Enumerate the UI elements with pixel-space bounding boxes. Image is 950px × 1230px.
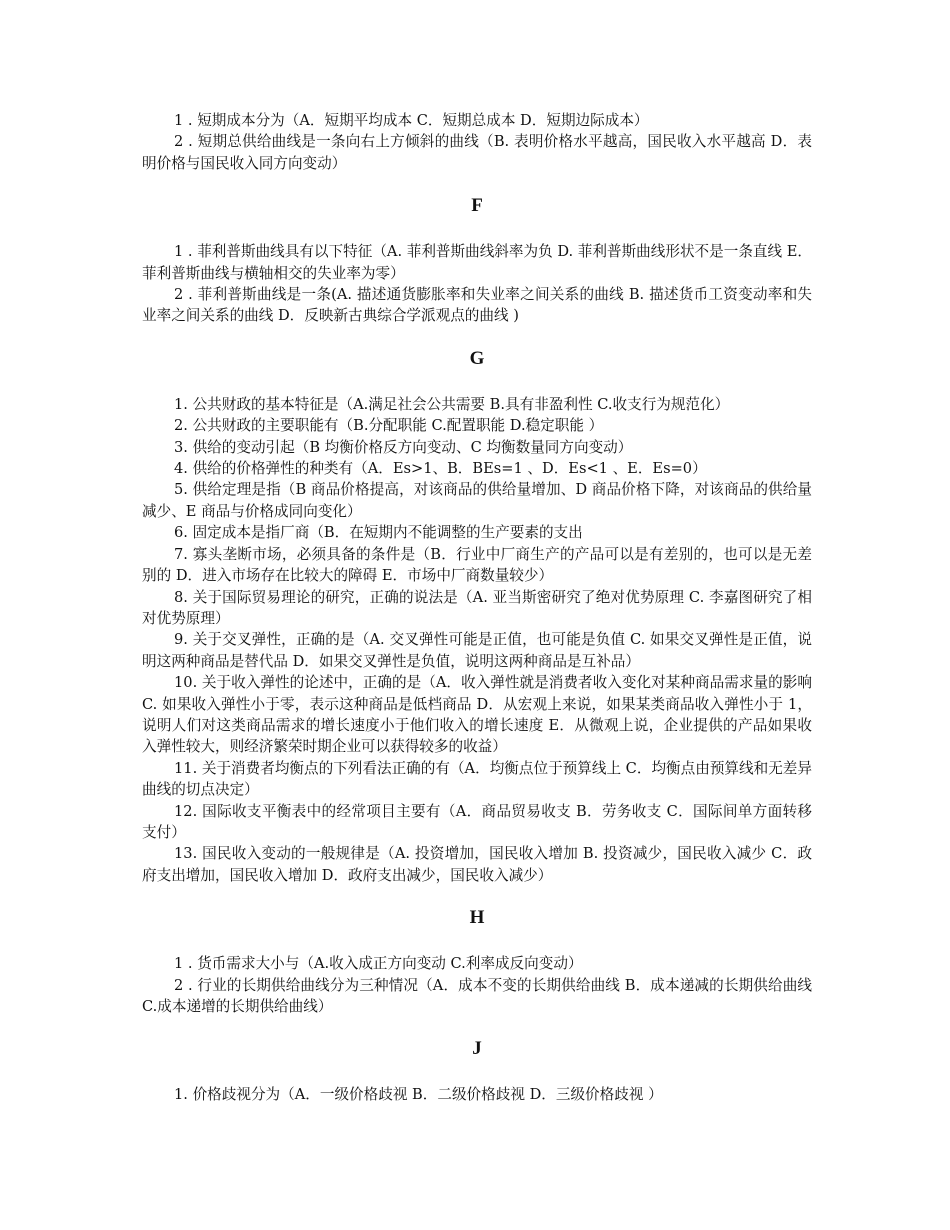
section-e xyxy=(142,110,812,174)
question-item: 13. 国民收入变动的一般规律是（A. 投资增加，国民收入增加 B. 投资减少，国民收入减少 C．政府支出增加，国民收入增加 D．政府支出减少，国民收入减少） xyxy=(142,845,812,884)
question-item: 1 . 菲利普斯曲线具有以下特征（A. 菲利普斯曲线斜率为负 D. 菲利普斯曲线形状不是一条直线 E．菲利普斯曲线与横轴相交的失业率为零） xyxy=(142,243,812,282)
question-item: 2. 公共财政的主要职能有（B.分配职能 C.配置职能 D.稳定职能 ） xyxy=(174,417,604,435)
section-h xyxy=(142,906,812,1017)
question-item: 2 . 短期总供给曲线是一条向右上方倾斜的曲线（B. 表明价格水平越高，国民收入水平越高 D．表明价格与国民收入同方向变动） xyxy=(142,133,812,172)
question-item: 3. 供给的变动引起（B 均衡价格反方向变动、C 均衡数量同方向变动） xyxy=(174,438,633,456)
question-item: 1. 价格歧视分为（A．一级价格歧视 B．二级价格歧视 D．三级价格歧视 ） xyxy=(174,1086,663,1104)
question-item: 10. 关于收入弹性的论述中，正确的是（A．收入弹性就是消费者收入变化对某种商品需求量的影响 C. 如果收入弹性小于零，表示这种商品是低档商品 D．从宏观上来说，如果某类商品收入弹性小于 1，说明人们对这类商品需求的增长速度小于他们收入的增长速度 E．从微观上说，企业提供的产品如果收入弹性较大，则经济繁荣时期企业可以获得较多的收益） xyxy=(142,674,812,756)
question-item: 1 . 货币需求大小与（A.收入成正方向变动 C.利率成反向变动） xyxy=(174,955,583,973)
question-item: 6. 固定成本是指厂商（B．在短期内不能调整的生产要素的支出 xyxy=(174,524,583,542)
section-f xyxy=(142,194,812,327)
section-heading: H xyxy=(469,907,485,929)
question-item: 9. 关于交叉弹性，正确的是（A. 交叉弹性可能是正值，也可能是负值 C. 如果交叉弹性是正值，说明这两种商品是替代品 D．如果交叉弹性是负值，说明这两种商品是互补品） xyxy=(142,631,812,670)
question-item: 2 . 行业的长期供给曲线分为三种情况（A．成本不变的长期供给曲线 B．成本递减的长期供给曲线 C.成本递增的长期供给曲线） xyxy=(142,976,812,1015)
section-heading: F xyxy=(471,195,483,217)
question-item: 2 . 菲利普斯曲线是一条(A. 描述通货膨胀率和失业率之间关系的曲线 B. 描述货币工资变动率和失业率之间关系的曲线 D．反映新古典综合学派观点的曲线 ) xyxy=(142,286,812,325)
question-item: 11. 关于消费者均衡点的下列看法正确的有（A．均衡点位于预算线上 C．均衡点由预算线和无差异曲线的切点决定） xyxy=(142,759,812,799)
section-heading: G xyxy=(469,347,485,369)
section-heading: J xyxy=(472,1038,482,1060)
question-item: 12. 国际收支平衡表中的经常项目主要有（A．商品贸易收支 B．劳务收支 C．国际间单方面转移支付） xyxy=(142,802,812,841)
question-item: 1 . 短期成本分为（A．短期平均成本 C．短期总成本 D．短期边际成本） xyxy=(174,112,649,129)
section-g xyxy=(142,347,812,886)
section-j xyxy=(142,1037,812,1105)
question-item: 7. 寡头垄断市场，必须具备的条件是（B．行业中厂商生产的产品可以是有差别的，也可以是无差别的 D．进入市场存在比较大的障碍 E．市场中厂商数量较少） xyxy=(142,545,812,585)
question-item: 8. 关于国际贸易理论的研究，正确的说法是（A. 亚当斯密研究了绝对优势原理 C. 李嘉图研究了相对优势原理） xyxy=(142,588,812,627)
question-item: 4. 供给的价格弹性的种类有（A．Es>1、B．BEs=1 、D．Es<1 、E．Es=0） xyxy=(174,460,707,478)
document-page xyxy=(142,110,812,1106)
question-item: 5. 供给定理是指（B 商品价格提高，对该商品的供给量增加、D 商品价格下降，对该商品的供给量减少、E 商品与价格成同向变化） xyxy=(142,481,812,520)
question-item: 1. 公共财政的基本特征是（A.满足社会公共需要 B.具有非盈利性 C.收支行为规范化） xyxy=(174,395,730,413)
